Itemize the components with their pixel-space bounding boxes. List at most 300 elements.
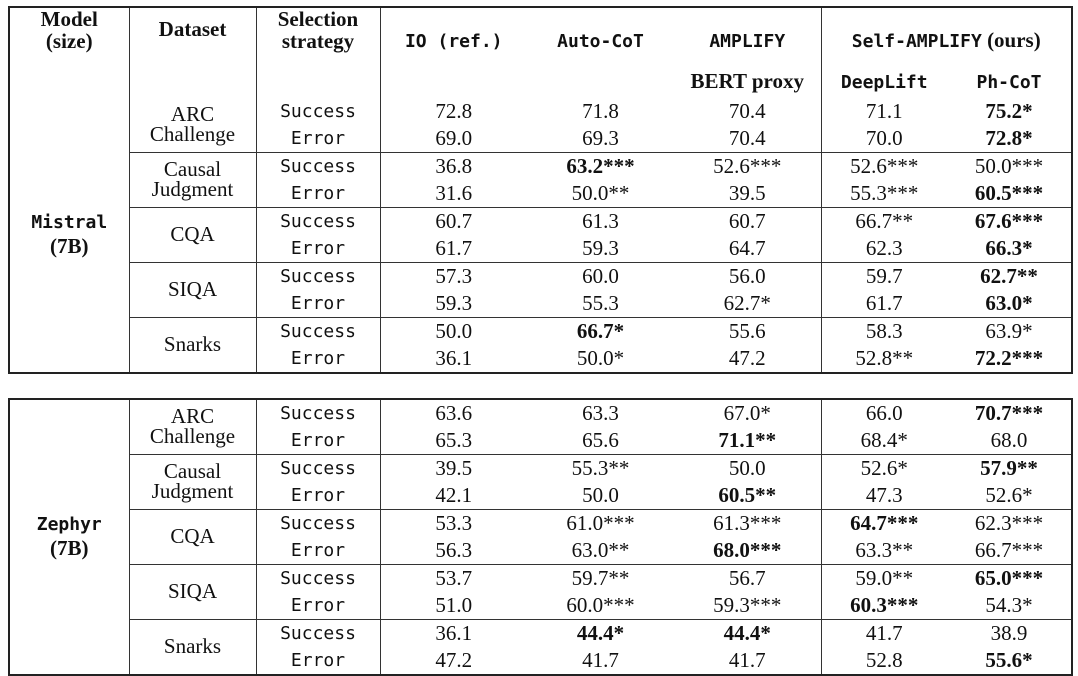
significance-stars: ** bbox=[892, 209, 914, 233]
io-cell: 36.1 bbox=[380, 345, 527, 373]
score-value: 63.0 bbox=[985, 291, 1023, 315]
significance-stars: *** bbox=[603, 154, 635, 178]
table-row bbox=[9, 98, 1072, 125]
significance-stars: *** bbox=[1011, 181, 1044, 205]
header-ours-label: (ours) bbox=[987, 27, 1041, 52]
deeplift-cell bbox=[821, 647, 947, 675]
io-cell: 47.2 bbox=[380, 647, 527, 675]
score-value: 50.0 bbox=[974, 154, 1012, 178]
score-value: 64.7 bbox=[728, 236, 766, 260]
significance-stars: ** bbox=[755, 483, 777, 507]
table-row bbox=[9, 263, 1072, 291]
score-value: 63.3 bbox=[855, 538, 893, 562]
significance-stars: * bbox=[1022, 593, 1033, 617]
deeplift-cell bbox=[821, 399, 947, 427]
amplify-cell bbox=[674, 290, 821, 318]
io-cell: 69.0 bbox=[380, 125, 527, 153]
significance-stars: * bbox=[760, 621, 771, 645]
phcot-cell bbox=[947, 647, 1072, 675]
io-cell: 42.1 bbox=[380, 482, 527, 510]
significance-stars: *** bbox=[749, 154, 782, 178]
score-value: 60.7 bbox=[728, 209, 766, 233]
dataset-name-line2: Challenge bbox=[149, 424, 236, 448]
score-value: 47.3 bbox=[865, 483, 903, 507]
deeplift-cell bbox=[821, 153, 947, 181]
dataset-cell bbox=[129, 318, 256, 374]
significance-stars: * bbox=[1022, 483, 1033, 507]
significance-stars: ** bbox=[608, 566, 630, 590]
score-value: 55.6 bbox=[985, 648, 1023, 672]
score-value: 70.4 bbox=[728, 126, 766, 150]
header-phcot-label: Ph-CoT bbox=[976, 71, 1042, 93]
score-value: 61.3 bbox=[713, 511, 750, 535]
significance-stars: ** bbox=[608, 181, 630, 205]
strategy-cell: Success bbox=[256, 153, 380, 181]
score-value: 70.7 bbox=[974, 401, 1012, 425]
autocot-cell bbox=[527, 318, 674, 346]
score-value: 63.2 bbox=[566, 154, 604, 178]
strategy-cell: Error bbox=[256, 537, 380, 565]
significance-stars: * bbox=[760, 401, 771, 425]
significance-stars: *** bbox=[603, 593, 635, 617]
header-model-sub: (size) bbox=[45, 29, 93, 54]
score-value: 67.6 bbox=[974, 209, 1012, 233]
phcot-cell bbox=[947, 318, 1072, 346]
header-autocot-label: Auto-CoT bbox=[557, 30, 644, 52]
phcot-cell bbox=[947, 427, 1072, 455]
strategy-cell: Error bbox=[256, 290, 380, 318]
io-cell: 65.3 bbox=[380, 427, 527, 455]
header-dataset-label: Dataset bbox=[158, 17, 227, 41]
score-value: 44.4 bbox=[723, 621, 761, 645]
dataset-cell bbox=[129, 399, 256, 455]
significance-stars: * bbox=[1022, 648, 1033, 672]
deeplift-cell bbox=[821, 180, 947, 208]
score-value: 63.3 bbox=[582, 401, 619, 425]
score-value: 50.0 bbox=[582, 483, 619, 507]
score-value: 65.6 bbox=[582, 428, 619, 452]
deeplift-cell bbox=[821, 290, 947, 318]
score-value: 60.5 bbox=[974, 181, 1012, 205]
score-value: 41.7 bbox=[728, 648, 766, 672]
significance-stars: * bbox=[760, 291, 771, 315]
score-value: 52.8 bbox=[865, 648, 903, 672]
io-cell: 53.3 bbox=[380, 510, 527, 538]
io-cell: 36.1 bbox=[380, 620, 527, 648]
significance-stars: ** bbox=[608, 538, 630, 562]
score-value: 60.3 bbox=[850, 593, 887, 617]
strategy-cell: Success bbox=[256, 318, 380, 346]
score-value: 52.6 bbox=[713, 154, 750, 178]
strategy-cell: Error bbox=[256, 647, 380, 675]
io-cell: 31.6 bbox=[380, 180, 527, 208]
header-amplify-label: AMPLIFY bbox=[709, 30, 786, 52]
header-selection-label: Selection bbox=[277, 7, 359, 31]
autocot-cell bbox=[527, 427, 674, 455]
score-value: 60.5 bbox=[718, 483, 756, 507]
deeplift-cell bbox=[821, 345, 947, 373]
significance-stars: *** bbox=[749, 511, 782, 535]
significance-stars: *** bbox=[1011, 401, 1044, 425]
phcot-cell bbox=[947, 510, 1072, 538]
autocot-cell bbox=[527, 98, 674, 125]
significance-stars: ** bbox=[1016, 456, 1038, 480]
strategy-cell: Success bbox=[256, 208, 380, 236]
amplify-cell bbox=[674, 318, 821, 346]
header-bert-proxy-label: BERT proxy bbox=[690, 68, 804, 93]
significance-stars: *** bbox=[1011, 511, 1044, 535]
strategy-cell: Error bbox=[256, 592, 380, 620]
amplify-cell bbox=[674, 592, 821, 620]
dataset-name: Snarks bbox=[163, 332, 222, 357]
significance-stars: *** bbox=[886, 511, 919, 535]
score-value: 59.7 bbox=[865, 264, 903, 288]
amplify-cell bbox=[674, 235, 821, 263]
significance-stars: *** bbox=[1011, 538, 1044, 562]
score-value: 72.2 bbox=[974, 346, 1012, 370]
score-value: 59.3 bbox=[713, 593, 750, 617]
table-row bbox=[9, 208, 1072, 236]
score-value: 60.0 bbox=[582, 264, 619, 288]
score-value: 61.7 bbox=[865, 291, 903, 315]
amplify-cell bbox=[674, 537, 821, 565]
autocot-cell bbox=[527, 235, 674, 263]
header-autocot bbox=[527, 7, 674, 64]
io-cell: 39.5 bbox=[380, 455, 527, 483]
header-deeplift bbox=[821, 64, 947, 98]
score-value: 52.6 bbox=[850, 154, 887, 178]
dataset-name: ARC bbox=[170, 102, 215, 127]
io-cell: 60.7 bbox=[380, 208, 527, 236]
autocot-cell bbox=[527, 565, 674, 593]
dataset-name: Causal bbox=[163, 157, 222, 182]
amplify-cell bbox=[674, 208, 821, 236]
score-value: 61.0 bbox=[566, 511, 604, 535]
significance-stars: *** bbox=[1011, 154, 1044, 178]
significance-stars: * bbox=[1022, 319, 1033, 343]
score-value: 59.0 bbox=[855, 566, 893, 590]
significance-stars: *** bbox=[1011, 566, 1044, 590]
dataset-cell bbox=[129, 510, 256, 565]
significance-stars: *** bbox=[1011, 209, 1044, 233]
amplify-cell bbox=[674, 455, 821, 483]
significance-stars: *** bbox=[886, 154, 919, 178]
score-value: 66.7 bbox=[855, 209, 893, 233]
score-value: 61.3 bbox=[582, 209, 619, 233]
deeplift-cell bbox=[821, 510, 947, 538]
score-value: 41.7 bbox=[865, 621, 903, 645]
header-model-label: Model bbox=[40, 7, 98, 31]
significance-stars: ** bbox=[892, 538, 914, 562]
score-value: 39.5 bbox=[728, 181, 766, 205]
autocot-cell bbox=[527, 455, 674, 483]
amplify-cell bbox=[674, 345, 821, 373]
autocot-cell bbox=[527, 647, 674, 675]
phcot-cell bbox=[947, 290, 1072, 318]
score-value: 38.9 bbox=[990, 621, 1028, 645]
score-value: 70.4 bbox=[728, 99, 766, 123]
table-row bbox=[9, 318, 1072, 346]
amplify-cell bbox=[674, 647, 821, 675]
amplify-cell bbox=[674, 98, 821, 125]
score-value: 55.6 bbox=[728, 319, 766, 343]
autocot-cell bbox=[527, 345, 674, 373]
zephyr-body bbox=[9, 399, 1072, 675]
significance-stars: *** bbox=[1011, 346, 1044, 370]
significance-stars: * bbox=[897, 456, 908, 480]
significance-stars: ** bbox=[1016, 264, 1038, 288]
score-value: 64.7 bbox=[850, 511, 887, 535]
significance-stars: ** bbox=[755, 428, 777, 452]
header-autocot-sub bbox=[527, 64, 674, 98]
io-cell: 72.8 bbox=[380, 98, 527, 125]
score-value: 75.2 bbox=[985, 99, 1023, 123]
table-row bbox=[9, 620, 1072, 648]
significance-stars: ** bbox=[608, 456, 630, 480]
model-cell bbox=[9, 98, 129, 373]
significance-stars: * bbox=[1022, 99, 1033, 123]
header-io-sub bbox=[380, 64, 527, 98]
score-value: 70.0 bbox=[865, 126, 903, 150]
table-row bbox=[9, 455, 1072, 483]
score-value: 55.3 bbox=[582, 291, 619, 315]
significance-stars: * bbox=[1022, 291, 1033, 315]
score-value: 54.3 bbox=[985, 593, 1023, 617]
deeplift-cell bbox=[821, 427, 947, 455]
table-row bbox=[9, 153, 1072, 181]
phcot-cell bbox=[947, 125, 1072, 153]
deeplift-cell bbox=[821, 482, 947, 510]
score-value: 66.0 bbox=[865, 401, 903, 425]
significance-stars: * bbox=[1022, 236, 1033, 260]
strategy-cell: Error bbox=[256, 125, 380, 153]
header-selection-sub: strategy bbox=[281, 29, 355, 54]
results-table-zephyr bbox=[8, 398, 1073, 676]
significance-stars: ** bbox=[892, 346, 914, 370]
io-cell: 53.7 bbox=[380, 565, 527, 593]
dataset-name-line2: Judgment bbox=[151, 177, 234, 201]
significance-stars: *** bbox=[749, 538, 782, 562]
dataset-cell bbox=[129, 620, 256, 676]
deeplift-cell bbox=[821, 98, 947, 125]
header-deeplift-label: DeepLift bbox=[840, 71, 928, 93]
dataset-name-line2: Challenge bbox=[149, 122, 236, 146]
phcot-cell bbox=[947, 455, 1072, 483]
score-value: 55.3 bbox=[571, 456, 609, 480]
significance-stars: * bbox=[897, 428, 908, 452]
score-value: 65.0 bbox=[974, 566, 1012, 590]
score-value: 57.9 bbox=[980, 456, 1017, 480]
score-value: 41.7 bbox=[582, 648, 619, 672]
deeplift-cell bbox=[821, 537, 947, 565]
model-name: Zephyr bbox=[36, 513, 102, 535]
phcot-cell bbox=[947, 263, 1072, 291]
score-value: 67.0 bbox=[723, 401, 761, 425]
io-cell: 59.3 bbox=[380, 290, 527, 318]
score-value: 62.3 bbox=[865, 236, 903, 260]
score-value: 63.9 bbox=[985, 319, 1023, 343]
amplify-cell bbox=[674, 482, 821, 510]
strategy-cell: Success bbox=[256, 565, 380, 593]
dataset-name-line2: Judgment bbox=[151, 479, 234, 503]
header-phcot bbox=[947, 64, 1072, 98]
amplify-cell bbox=[674, 125, 821, 153]
amplify-cell bbox=[674, 427, 821, 455]
score-value: 62.3 bbox=[974, 511, 1012, 535]
score-value: 50.0 bbox=[571, 181, 609, 205]
dataset-cell bbox=[129, 263, 256, 318]
amplify-cell bbox=[674, 180, 821, 208]
header-amplify bbox=[674, 7, 821, 64]
autocot-cell bbox=[527, 290, 674, 318]
strategy-cell: Success bbox=[256, 98, 380, 125]
score-value: 62.7 bbox=[980, 264, 1017, 288]
deeplift-cell bbox=[821, 455, 947, 483]
autocot-cell bbox=[527, 537, 674, 565]
autocot-cell bbox=[527, 180, 674, 208]
io-cell: 56.3 bbox=[380, 537, 527, 565]
strategy-cell: Error bbox=[256, 482, 380, 510]
autocot-cell bbox=[527, 208, 674, 236]
deeplift-cell bbox=[821, 235, 947, 263]
significance-stars: *** bbox=[749, 593, 782, 617]
dataset-name: ARC bbox=[170, 404, 215, 429]
io-cell: 51.0 bbox=[380, 592, 527, 620]
score-value: 66.7 bbox=[974, 538, 1012, 562]
strategy-cell: Error bbox=[256, 427, 380, 455]
score-value: 71.1 bbox=[718, 428, 756, 452]
strategy-cell: Success bbox=[256, 399, 380, 427]
header-io-label: IO (ref.) bbox=[404, 30, 503, 52]
deeplift-cell bbox=[821, 318, 947, 346]
significance-stars: *** bbox=[886, 181, 919, 205]
dataset-cell bbox=[129, 565, 256, 620]
header-dataset bbox=[129, 7, 256, 98]
score-value: 68.0 bbox=[713, 538, 750, 562]
results-table-mistral bbox=[8, 6, 1073, 374]
significance-stars: * bbox=[613, 319, 625, 343]
amplify-cell bbox=[674, 510, 821, 538]
phcot-cell bbox=[947, 208, 1072, 236]
dataset-cell bbox=[129, 455, 256, 510]
deeplift-cell bbox=[821, 125, 947, 153]
dataset-name: SIQA bbox=[167, 579, 217, 604]
phcot-cell bbox=[947, 235, 1072, 263]
mistral-body bbox=[9, 98, 1072, 373]
dataset-name: SIQA bbox=[167, 277, 217, 302]
score-value: 50.0 bbox=[576, 346, 614, 370]
header-model bbox=[9, 7, 129, 98]
header-self-amplify-label: Self-AMPLIFY bbox=[851, 30, 982, 52]
significance-stars: *** bbox=[886, 593, 919, 617]
score-value: 56.7 bbox=[728, 566, 766, 590]
score-value: 72.8 bbox=[985, 126, 1023, 150]
table-row bbox=[9, 565, 1072, 593]
dataset-name: CQA bbox=[170, 524, 215, 549]
autocot-cell bbox=[527, 510, 674, 538]
dataset-cell bbox=[129, 153, 256, 208]
significance-stars: *** bbox=[603, 511, 635, 535]
model-cell bbox=[9, 399, 129, 675]
strategy-cell: Error bbox=[256, 235, 380, 263]
score-value: 58.3 bbox=[865, 319, 903, 343]
score-value: 52.8 bbox=[855, 346, 893, 370]
score-value: 71.1 bbox=[865, 99, 903, 123]
score-value: 56.0 bbox=[728, 264, 766, 288]
model-size: (7B) bbox=[50, 535, 89, 560]
deeplift-cell bbox=[821, 565, 947, 593]
phcot-cell bbox=[947, 537, 1072, 565]
score-value: 52.6 bbox=[860, 456, 898, 480]
score-value: 71.8 bbox=[582, 99, 619, 123]
model-size: (7B) bbox=[50, 233, 89, 258]
dataset-cell bbox=[129, 98, 256, 153]
deeplift-cell bbox=[821, 263, 947, 291]
deeplift-cell bbox=[821, 208, 947, 236]
significance-stars: ** bbox=[892, 566, 914, 590]
phcot-cell bbox=[947, 620, 1072, 648]
score-value: 68.4 bbox=[860, 428, 898, 452]
io-cell: 61.7 bbox=[380, 235, 527, 263]
score-value: 60.0 bbox=[566, 593, 604, 617]
strategy-cell: Success bbox=[256, 620, 380, 648]
significance-stars: * bbox=[613, 621, 625, 645]
phcot-cell bbox=[947, 153, 1072, 181]
table-row bbox=[9, 399, 1072, 427]
dataset-name: Causal bbox=[163, 459, 222, 484]
phcot-cell bbox=[947, 482, 1072, 510]
amplify-cell bbox=[674, 263, 821, 291]
score-value: 62.7 bbox=[723, 291, 761, 315]
score-value: 66.7 bbox=[576, 319, 614, 343]
score-value: 44.4 bbox=[576, 621, 614, 645]
score-value: 63.0 bbox=[571, 538, 609, 562]
score-value: 47.2 bbox=[728, 346, 766, 370]
phcot-cell bbox=[947, 98, 1072, 125]
autocot-cell bbox=[527, 592, 674, 620]
score-value: 69.3 bbox=[582, 126, 619, 150]
score-value: 59.3 bbox=[582, 236, 619, 260]
significance-stars: * bbox=[1022, 126, 1033, 150]
score-value: 59.7 bbox=[571, 566, 609, 590]
io-cell: 36.8 bbox=[380, 153, 527, 181]
score-value: 50.0 bbox=[728, 456, 766, 480]
model-name: Mistral bbox=[31, 211, 108, 233]
score-value: 52.6 bbox=[985, 483, 1023, 507]
header-amplify-sub bbox=[674, 64, 821, 98]
dataset-name: Snarks bbox=[163, 634, 222, 659]
amplify-cell bbox=[674, 399, 821, 427]
score-value: 68.0 bbox=[990, 428, 1028, 452]
dataset-cell bbox=[129, 208, 256, 263]
phcot-cell bbox=[947, 592, 1072, 620]
strategy-cell: Success bbox=[256, 263, 380, 291]
autocot-cell bbox=[527, 263, 674, 291]
header-selection bbox=[256, 7, 380, 98]
strategy-cell: Error bbox=[256, 345, 380, 373]
autocot-cell bbox=[527, 153, 674, 181]
autocot-cell bbox=[527, 482, 674, 510]
phcot-cell bbox=[947, 180, 1072, 208]
autocot-cell bbox=[527, 399, 674, 427]
phcot-cell bbox=[947, 399, 1072, 427]
header-self-amplify bbox=[821, 7, 1072, 64]
phcot-cell bbox=[947, 565, 1072, 593]
strategy-cell: Success bbox=[256, 510, 380, 538]
strategy-cell: Success bbox=[256, 455, 380, 483]
phcot-cell bbox=[947, 345, 1072, 373]
amplify-cell bbox=[674, 153, 821, 181]
